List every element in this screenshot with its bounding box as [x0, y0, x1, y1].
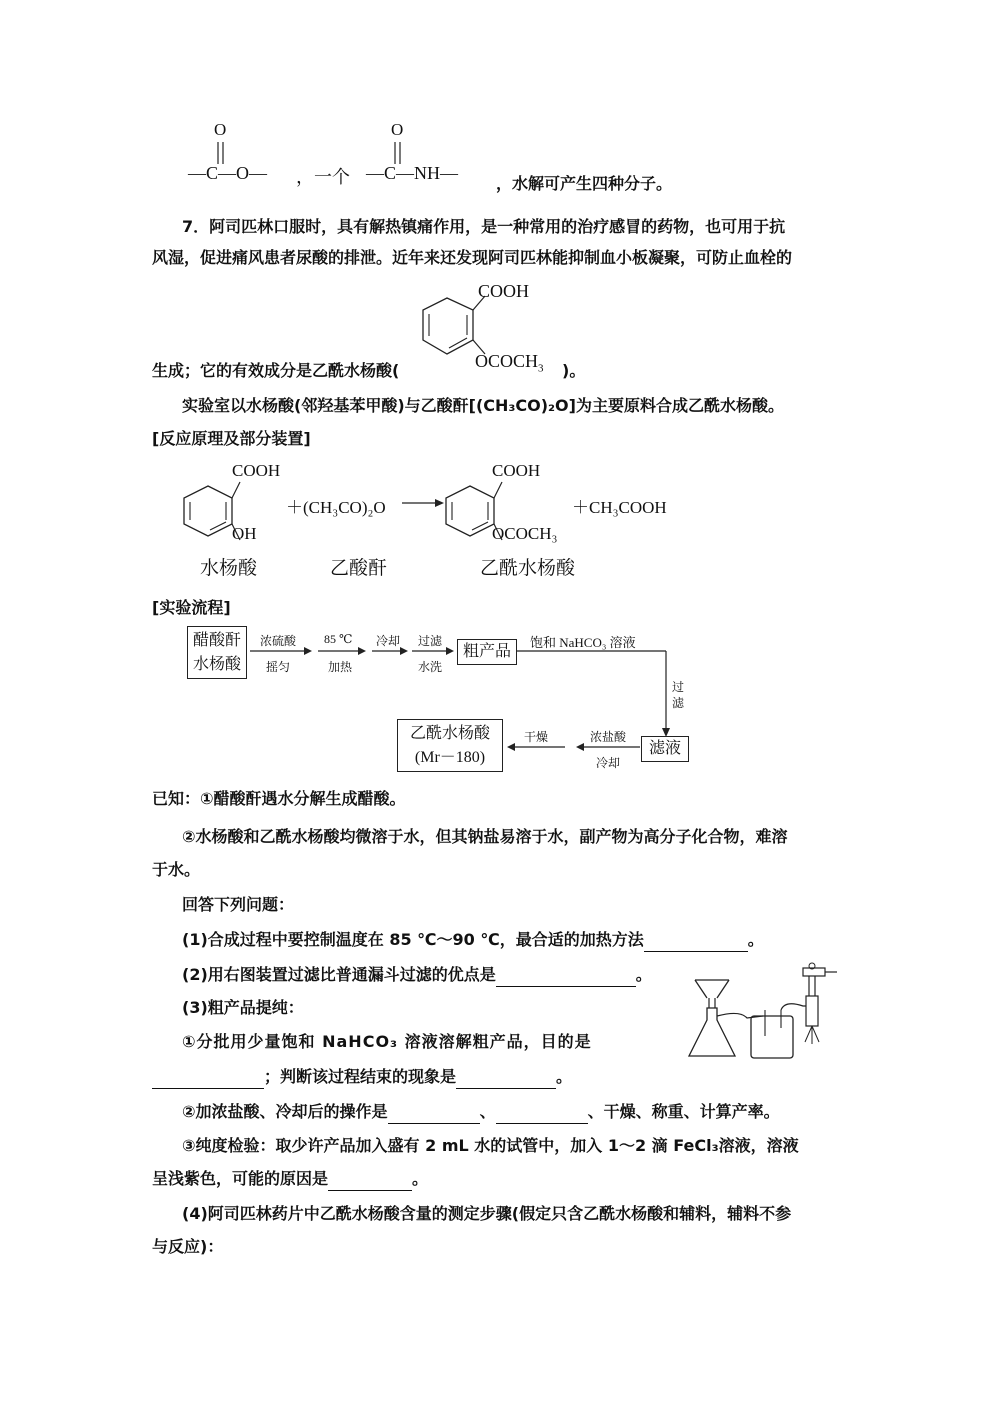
ester-group: —C—O—: [188, 163, 268, 183]
start-line1: 醋酸酐: [192, 632, 241, 649]
q3b-operation2-blank[interactable]: [496, 1105, 588, 1124]
question-3: (3)粗产品提纯：: [182, 998, 304, 1017]
arrow5-top: 饱和 NaHCO₃ 溶液: [530, 635, 636, 650]
product-cooh: COOH: [492, 461, 541, 480]
start-line2: 水杨酸: [192, 656, 241, 673]
aspirin-cooh: COOH: [478, 281, 530, 301]
arrow6-l1: 过: [672, 680, 685, 694]
q3c-end: 。: [412, 1169, 429, 1188]
q7-line3-post: )。: [562, 361, 586, 380]
salicylic-oh: OH: [232, 524, 257, 543]
known-2a: ②水杨酸和乙酰水杨酸均微溶于水，但其钠盐易溶于水，副产物为高分子化合物，难溶: [182, 827, 788, 846]
filtrate-box: 滤液: [641, 736, 689, 762]
question-4-line2: 与反应)：: [152, 1237, 224, 1256]
arrow1-bot: 摇匀: [266, 660, 291, 674]
q7-line1: 7．阿司匹林口服时，具有解热镇痛作用，是一种常用的治疗感冒的药物，也可用于抗: [182, 217, 786, 236]
arrow7-bot: 冷却: [596, 756, 621, 770]
aspirin-sub: 3: [538, 362, 544, 375]
question-2: [182, 963, 652, 987]
name-aspirin: 乙酰水杨酸: [480, 558, 576, 579]
arrow2-top: 85 ℃: [324, 632, 353, 646]
name-salicylic: 水杨酸: [200, 558, 258, 579]
name-anhydride: 乙酸酐: [330, 558, 388, 579]
section-flow: [实验流程]: [152, 598, 231, 617]
arrow4-top: 过滤: [418, 634, 443, 648]
double-bond-lines: [0, 0, 1000, 200]
carbonyl-oxygen-2: O: [391, 120, 404, 139]
arrow1-top: 浓硫酸: [260, 634, 297, 648]
q1-end: 。: [747, 930, 764, 949]
question-4-line1: (4)阿司匹林药片中乙酰水杨酸含量的测定步骤(假定只含乙酰水杨酸和辅料，辅料不参: [182, 1204, 792, 1223]
arrow4-bot: 水洗: [418, 660, 443, 674]
q1-answer-blank[interactable]: [644, 933, 748, 952]
q3b-pre: ②加浓盐酸、冷却后的操作是: [182, 1102, 388, 1121]
aspirin-ococh3: [475, 351, 544, 375]
q3b-post: 、干燥、称重、计算产率。: [587, 1102, 780, 1121]
amide-group: —C—NH—: [366, 163, 459, 183]
aspirin-ococh3-text: OCOCH: [475, 351, 539, 371]
plus-anhydride: ＋(CH₃CO)₂O: [286, 498, 386, 517]
question-3c-line2: [152, 1167, 428, 1191]
arrow2-bot: 加热: [328, 660, 353, 674]
q7-line3-pre: 生成；它的有效成分是乙酰水杨酸(: [152, 361, 400, 380]
arrow8-top: 干燥: [524, 730, 549, 744]
crude-product-box: 粗产品: [457, 639, 517, 665]
fragment-tail: ，水解可产生四种分子。: [496, 174, 673, 193]
q3b-sep: 、: [479, 1102, 496, 1121]
known-1: 已知：①醋酸酐遇水分解生成醋酸。: [152, 789, 406, 808]
arrow7-top: 浓盐酸: [590, 730, 627, 744]
q3a-end: 。: [556, 1067, 573, 1086]
question-3a: ①分批用少量饱和 NaHCO₃ 溶液溶解粗产品，目的是: [182, 1032, 592, 1051]
final-line2: (Mr－180): [414, 749, 486, 766]
final-line1: 乙酰水杨酸: [409, 725, 490, 742]
question-1: [182, 928, 764, 952]
q3a-purpose-blank[interactable]: [152, 1070, 264, 1089]
q3a-phenomenon-blank[interactable]: [456, 1070, 556, 1089]
q7-line2: 风湿，促进痛风患者尿酸的排泄。近年来还发现阿司匹林能抑制血小板凝聚，可防止血栓的: [152, 248, 793, 267]
connector-text: ，一个: [296, 167, 350, 187]
known-2b: 于水。: [152, 860, 201, 879]
q3b-operation1-blank[interactable]: [388, 1105, 480, 1124]
arrow3-top: 冷却: [376, 634, 401, 648]
q3a-mid: ；判断该过程结束的现象是: [264, 1067, 457, 1086]
salicylic-cooh: COOH: [232, 461, 281, 480]
q3c-reason-blank[interactable]: [328, 1172, 412, 1191]
question-3a-line2: [152, 1065, 572, 1089]
q3c-pre: 呈浅紫色，可能的原因是: [152, 1169, 329, 1188]
q1-text: (1)合成过程中要控制温度在 85 ℃～90 ℃，最合适的加热方法: [182, 930, 644, 949]
q2-text: (2)用右图装置过滤比普通漏斗过滤的优点是: [182, 965, 496, 984]
arrow6-l2: 滤: [672, 696, 685, 710]
plus-acetic-acid: ＋CH₃COOH: [572, 498, 667, 517]
questions-intro: 回答下列问题：: [182, 895, 295, 914]
q2-answer-blank[interactable]: [496, 968, 636, 987]
final-product-box: [397, 719, 503, 772]
question-3c-line1: ③纯度检验：取少许产品加入盛有 2 mL 水的试管中，加入 1～2 滴 FeCl₃溶液，溶液: [182, 1136, 799, 1155]
carbonyl-oxygen-1: O: [214, 120, 227, 139]
section-principle: [反应原理及部分装置]: [152, 429, 311, 448]
question-3b: [182, 1100, 780, 1124]
product-ococh3: OCOCH₃: [492, 524, 558, 543]
q2-end: 。: [635, 965, 652, 984]
q7-line4: 实验室以水杨酸(邻羟基苯甲酸)与乙酸酐[(CH₃CO)₂O]为主要原料合成乙酰水杨酸。: [182, 396, 784, 415]
suction-filter-apparatus-icon: [685, 960, 855, 1070]
